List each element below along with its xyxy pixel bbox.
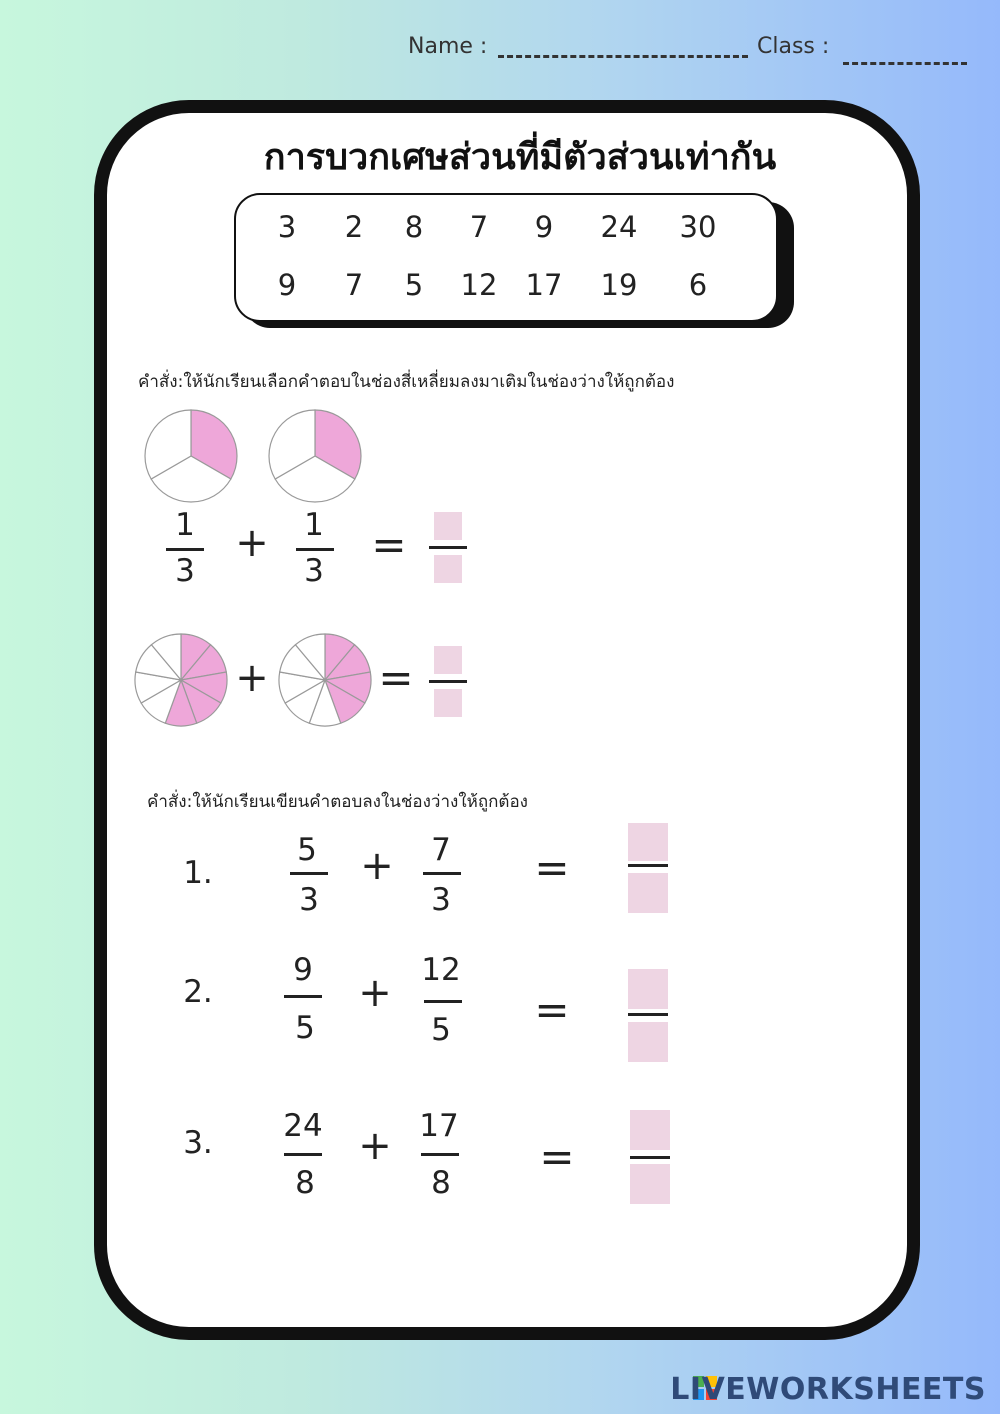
- plus-sign: +: [358, 1123, 392, 1169]
- class-line[interactable]: [843, 62, 967, 65]
- answer-fraction-bar: [429, 680, 467, 683]
- answer-numerator-box[interactable]: [628, 823, 668, 861]
- fraction-numerator: 12: [421, 952, 461, 988]
- plus-sign: +: [235, 520, 269, 566]
- name-line[interactable]: [498, 55, 748, 58]
- fraction-numerator: 5: [297, 832, 317, 868]
- bank-number[interactable]: 12: [460, 268, 498, 302]
- problem-number: 3.: [183, 1125, 213, 1161]
- bank-number[interactable]: 7: [344, 268, 364, 302]
- answer-numerator-box[interactable]: [628, 969, 668, 1009]
- bank-number[interactable]: 7: [469, 210, 489, 244]
- equals-sign: =: [534, 985, 570, 1034]
- name-label: Name :: [408, 34, 488, 59]
- pie-chart-b2: [272, 627, 378, 733]
- brand-name: LIVEWORKSHEETS: [670, 1372, 986, 1407]
- fraction-denominator: 5: [295, 1010, 315, 1046]
- fraction-denominator: 8: [295, 1165, 315, 1201]
- fraction-denominator: 3: [304, 553, 324, 589]
- fraction-bar: [284, 995, 322, 998]
- fraction-bar: [290, 872, 328, 875]
- fraction-numerator: 9: [293, 952, 313, 988]
- page-title: การบวกเศษส่วนที่มีตัวส่วนเท่ากัน: [263, 137, 777, 178]
- bank-number[interactable]: 19: [600, 268, 638, 302]
- instruction-2: คำสั่ง:ให้นักเรียนเขียนคำตอบลงในช่องว่างให้ถูกต้อง: [147, 792, 528, 812]
- answer-numerator-box[interactable]: [434, 512, 462, 540]
- fraction-numerator: 24: [283, 1108, 323, 1144]
- fraction-bar: [166, 548, 204, 551]
- fraction-denominator: 3: [175, 553, 195, 589]
- bank-number[interactable]: 8: [404, 210, 424, 244]
- pie-chart-a1: [138, 403, 244, 509]
- plus-sign: +: [360, 843, 394, 889]
- answer-fraction-bar: [429, 546, 467, 549]
- equals-sign: =: [371, 520, 407, 569]
- fraction-bar: [424, 1000, 462, 1003]
- class-label: Class :: [757, 34, 830, 59]
- answer-numerator-box[interactable]: [630, 1110, 670, 1150]
- fraction-bar: [296, 548, 334, 551]
- bank-number[interactable]: 17: [525, 268, 563, 302]
- answer-fraction-bar: [628, 864, 668, 867]
- equals-sign: =: [539, 1132, 575, 1181]
- answer-fraction-bar: [628, 1013, 668, 1016]
- equals-sign: =: [378, 653, 414, 702]
- equals-sign: =: [534, 843, 570, 892]
- fraction-bar: [284, 1153, 322, 1156]
- fraction-denominator: 8: [431, 1165, 451, 1201]
- answer-denominator-box[interactable]: [434, 555, 462, 583]
- bank-number[interactable]: 9: [277, 268, 297, 302]
- bank-number[interactable]: 30: [679, 210, 717, 244]
- instruction-1: คำสั่ง:ให้นักเรียนเลือกคำตอบในช่องสี่เหลี่ยมลงมาเติมในช่องว่างให้ถูกต้อง: [138, 372, 675, 392]
- problem-number: 1.: [183, 855, 213, 891]
- answer-denominator-box[interactable]: [628, 873, 668, 913]
- pie-chart-b1: [262, 403, 368, 509]
- plus-sign: +: [235, 655, 269, 701]
- answer-denominator-box[interactable]: [630, 1164, 670, 1204]
- bank-number[interactable]: 9: [534, 210, 554, 244]
- fraction-numerator: 1: [304, 507, 324, 543]
- fraction-numerator: 17: [419, 1108, 459, 1144]
- bank-number[interactable]: 6: [688, 268, 708, 302]
- bank-number[interactable]: 24: [600, 210, 638, 244]
- fraction-numerator: 7: [431, 832, 451, 868]
- answer-fraction-bar: [630, 1156, 670, 1159]
- answer-denominator-box[interactable]: [434, 689, 462, 717]
- problem-number: 2.: [183, 974, 213, 1010]
- fraction-bar: [423, 872, 461, 875]
- pie-chart-a2: [128, 627, 234, 733]
- bank-number[interactable]: 5: [404, 268, 424, 302]
- bank-number[interactable]: 2: [344, 210, 364, 244]
- fraction-denominator: 5: [431, 1012, 451, 1048]
- answer-numerator-box[interactable]: [434, 646, 462, 674]
- fraction-denominator: 3: [431, 882, 451, 918]
- answer-denominator-box[interactable]: [628, 1022, 668, 1062]
- bank-number[interactable]: 3: [277, 210, 297, 244]
- fraction-bar: [421, 1153, 459, 1156]
- fraction-numerator: 1: [175, 507, 195, 543]
- plus-sign: +: [358, 970, 392, 1016]
- fraction-denominator: 3: [299, 882, 319, 918]
